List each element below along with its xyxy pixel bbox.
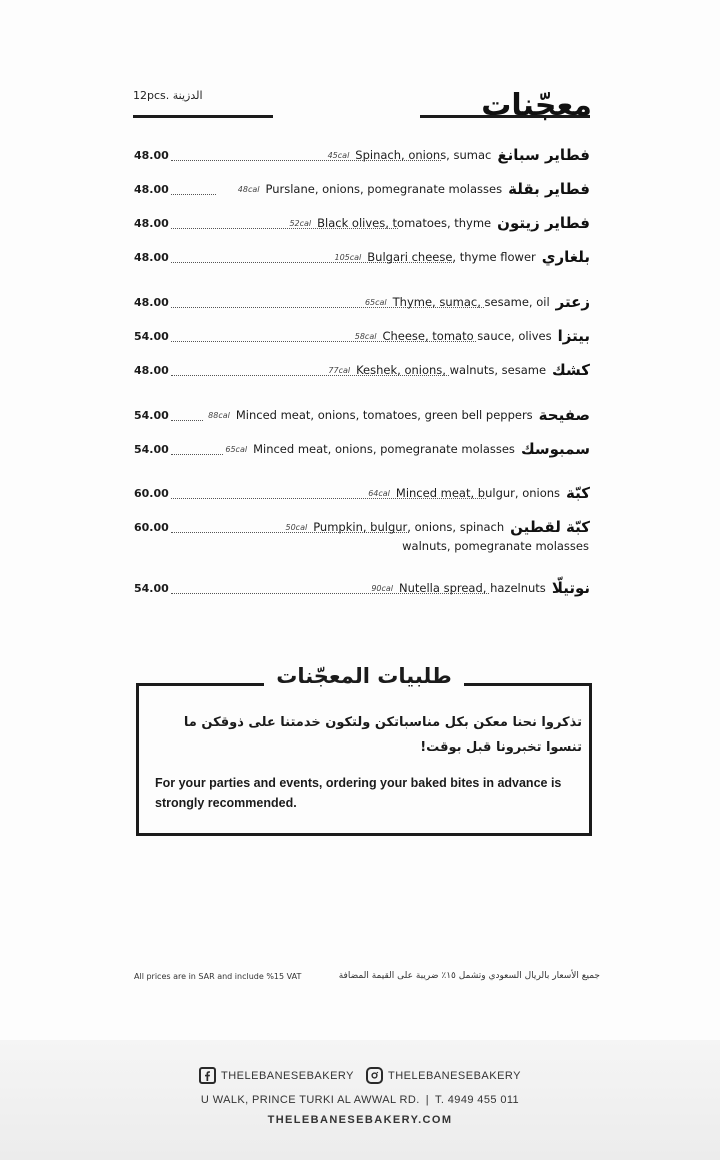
vat-note-en: All prices are in SAR and include %15 VAT: [134, 972, 302, 981]
item-price: 60.00: [134, 487, 169, 500]
item-name-ar: كشك: [552, 361, 590, 379]
order-notice-text-ar: [152, 710, 582, 760]
social-links: [0, 1067, 720, 1084]
item-description: Minced meat, onions, tomatoes, green bell peppers: [235, 408, 533, 422]
order-notice-title-text: طلبيات المعجّنات: [264, 664, 464, 688]
item-price: 48.00: [134, 149, 169, 162]
item-name-ar: بيتزا: [557, 327, 590, 345]
item-description-line2: walnuts, pomegranate molasses: [402, 539, 589, 553]
menu-item: [134, 518, 590, 558]
menu-item: [134, 180, 590, 204]
address: U WALK, PRINCE TURKI AL AWWAL RD.: [200, 1094, 420, 1106]
item-price: 54.00: [134, 582, 169, 595]
order-notice-ar-line1: تذكروا نحنا معكن بكل مناسباتكن ولتكون خدمتنا على ذوقكن ما: [183, 715, 582, 730]
item-name-ar: زعتر: [555, 293, 590, 311]
website-link[interactable]: THELEBANESEBAKERY.COM: [267, 1114, 453, 1126]
item-description: Keshek, onions, walnuts, sesame: [356, 363, 547, 377]
item-price: 48.00: [134, 251, 169, 264]
item-calories: 77cal: [328, 365, 351, 375]
menu-item: [134, 440, 590, 464]
item-price: 60.00: [134, 521, 169, 534]
item-calories: 65cal: [364, 297, 387, 307]
item-description: Pumpkin, bulgur, onions, spinach: [313, 520, 505, 534]
item-name-ar: بلغاري: [541, 248, 590, 266]
menu-item: [134, 293, 590, 317]
item-calories: 88cal: [208, 410, 230, 420]
item-description: Black olives, tomatoes, thyme: [317, 216, 492, 230]
item-price: 54.00: [134, 409, 169, 422]
menu-item: [134, 248, 590, 272]
item-calories: 65cal: [225, 444, 248, 454]
item-calories: 45cal: [327, 150, 350, 160]
instagram-icon: [366, 1067, 383, 1084]
item-price: 48.00: [134, 296, 169, 309]
menu-item: [134, 327, 590, 351]
instagram-handle: THELEBANESEBAKERY: [388, 1069, 522, 1082]
order-notice-title: [136, 664, 592, 688]
phone[interactable]: T. 4949 455 011: [434, 1094, 520, 1106]
item-calories: 50cal: [285, 522, 308, 532]
pieces-label: 12pcs. الدزينة: [133, 89, 203, 102]
item-name-ar: كبّة لقطين: [510, 518, 590, 536]
item-name-ar: نوتيلّا: [551, 579, 590, 597]
item-calories: 58cal: [354, 331, 377, 341]
dot-leader: [171, 440, 223, 455]
item-description: Cheese, tomato sauce, olives: [382, 329, 552, 343]
menu-item: [134, 214, 590, 238]
vat-note-ar: جميع الأسعار بالريال السعودي وتشمل ١٥٪ ضريبة على القيمة المضافة: [338, 971, 600, 981]
item-name-ar: فطاير بقلة: [508, 180, 590, 198]
item-calories: 52cal: [289, 218, 312, 228]
item-calories: 64cal: [368, 488, 390, 498]
item-name-ar: فطاير زيتون: [497, 214, 590, 232]
menu-item: [134, 146, 590, 170]
facebook-link[interactable]: [199, 1067, 354, 1084]
item-calories: 105cal: [334, 252, 362, 262]
item-description: Minced meat, onions, pomegranate molasses: [253, 442, 515, 456]
item-calories: 90cal: [371, 583, 394, 593]
menu-item: [134, 579, 590, 603]
item-description: Spinach, onions, sumac: [355, 148, 492, 162]
item-price: 54.00: [134, 330, 169, 343]
dot-leader: [171, 406, 203, 421]
facebook-handle: THELEBANESEBAKERY: [220, 1069, 354, 1082]
instagram-link[interactable]: [366, 1067, 521, 1084]
item-description: Thyme, sumac, sesame, oil: [392, 295, 550, 309]
menu-item: [134, 406, 590, 430]
menu-item: [134, 361, 590, 385]
section-title: معجّنات: [481, 88, 592, 123]
order-notice-text-en: For your parties and events, ordering your baked bites in advance is strongly recommended.: [155, 776, 562, 810]
item-name-ar: كبّة: [566, 484, 590, 502]
item-name-ar: فطاير سبانغ: [497, 146, 590, 164]
header-rule-left: [133, 115, 273, 118]
item-description: Nutella spread, hazelnuts: [399, 581, 546, 595]
facebook-icon: [199, 1067, 216, 1084]
item-price: 48.00: [134, 364, 169, 377]
contact-line: U WALK, PRINCE TURKI AL AWWAL RD. | T. 4949 455 011: [200, 1094, 520, 1106]
item-price: 48.00: [134, 217, 169, 230]
item-name-ar: سمبوسك: [520, 440, 590, 458]
item-price: 48.00: [134, 183, 169, 196]
item-description: Purslane, onions, pomegranate molasses: [265, 182, 503, 196]
item-price: 54.00: [134, 443, 169, 456]
order-notice-ar-line2: تنسوا تخبرونا قبل بوقت!: [420, 740, 582, 755]
menu-item: [134, 484, 590, 508]
item-calories: 48cal: [237, 184, 260, 194]
item-name-ar: صفيحة: [538, 406, 590, 424]
item-description: Minced meat, bulgur, onions: [395, 486, 561, 500]
item-description: Bulgari cheese, thyme flower: [367, 250, 536, 264]
dot-leader: [171, 180, 216, 195]
